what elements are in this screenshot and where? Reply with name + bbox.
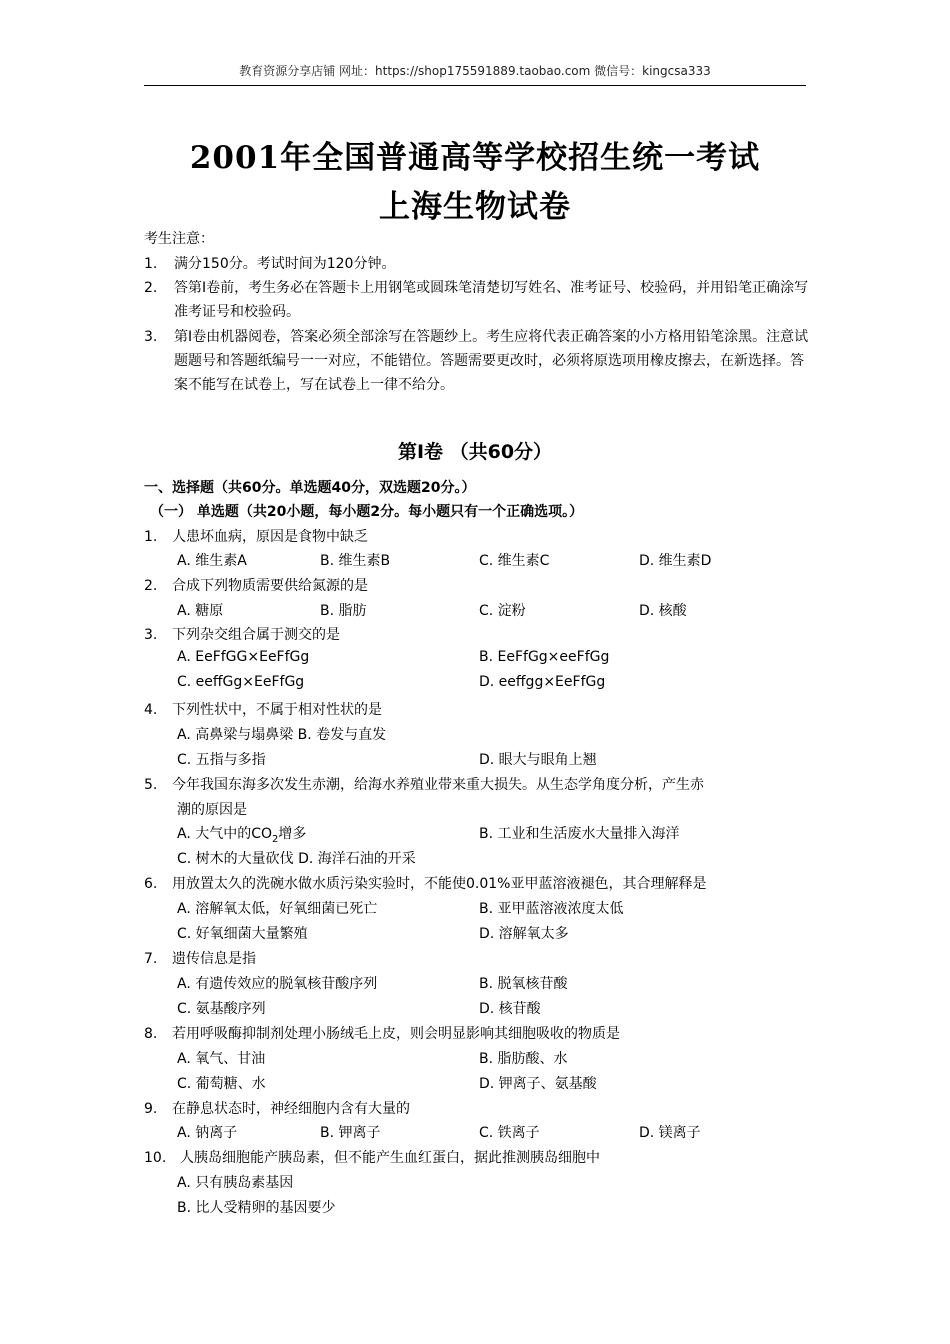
option-row — [0, 600, 950, 624]
option-d: D. 核酸 — [639, 603, 687, 619]
header-divider — [144, 85, 806, 86]
option-row — [0, 898, 950, 922]
part-heading: 一、选择题（共60分。单选题40分，双选题20分。） — [144, 480, 476, 496]
option-row — [0, 973, 950, 997]
page-header: 教育资源分享店铺 网址：https://shop175591889.taobao.com 微信号：kingcsa333 — [239, 64, 711, 78]
option-d: D. 维生素D — [639, 553, 712, 569]
option-c: C. 铁离子 — [479, 1125, 540, 1141]
option-row — [0, 998, 950, 1022]
notice-item-number: 3. — [144, 329, 158, 345]
option-row — [0, 724, 950, 748]
option-d: D. 钾离子、氨基酸 — [479, 1076, 597, 1092]
question — [144, 575, 368, 595]
option-row — [0, 1172, 950, 1196]
subscript: 2 — [272, 833, 279, 845]
question — [144, 948, 256, 968]
option-c: C. eeffGg×EeFfGg — [177, 674, 305, 690]
question-number: 3. — [144, 627, 158, 643]
section-title: 第Ⅰ卷 （共60分） — [397, 441, 553, 463]
option-c: C. 好氧细菌大量繁殖 — [177, 926, 308, 942]
question — [144, 526, 368, 546]
option-b: B. 工业和生活废水大量排入海洋 — [479, 826, 680, 842]
option-a-text: A. 大气中的CO — [177, 826, 273, 842]
question-number: 5. — [144, 777, 158, 793]
option-a: A. 氧气、甘油 — [177, 1051, 266, 1067]
question-stem: 合成下列物质需要供给氮源的是 — [172, 578, 368, 594]
notice-item-number: 1. — [144, 256, 158, 272]
option-row — [0, 674, 950, 698]
option-b: B. 亚甲蓝溶液浓度太低 — [479, 901, 624, 917]
question-stem-continued: 潮的原因是 — [177, 802, 247, 818]
question — [144, 699, 382, 719]
option-a-tail: 增多 — [278, 826, 307, 842]
notice-item — [144, 325, 809, 397]
question-stem: 今年我国东海多次发生赤潮，给海水养殖业带来重大损失。从生态学角度分析，产生赤 — [172, 777, 704, 793]
option-b: B. 比人受精卵的基因要少 — [177, 1200, 336, 1216]
question-number: 6. — [144, 876, 158, 892]
question — [144, 1023, 620, 1043]
option-row — [0, 823, 950, 847]
notice-item-text: 第Ⅰ卷由机器阅卷，答案必须全部涂写在答题纱上。考生应将代表正确答案的小方格用铅笔涂黑。注意试题题号和答题纸编号一一对应，不能错位。答题需要更改时，必须将原选项用橡皮擦去，在新选择。答案不能写在试卷上，写在试卷上一律不给分。 — [174, 329, 809, 393]
question-number: 4. — [144, 702, 158, 718]
option-row — [0, 550, 950, 574]
option-a — [177, 823, 306, 845]
question — [144, 774, 704, 794]
option-c: C. 五指与多指 — [177, 752, 266, 768]
option-c-d: C. 树木的大量砍伐 D. 海洋石油的开采 — [177, 851, 416, 867]
question-stem: 用放置太久的洗碗水做水质污染实验时，不能使0.01%亚甲蓝溶液褪色，其合理解释是 — [172, 876, 707, 892]
option-a: A. 钠离子 — [177, 1125, 238, 1141]
question — [144, 1098, 410, 1118]
option-c: C. 维生素C — [479, 553, 550, 569]
option-row — [0, 848, 950, 872]
option-b: B. EeFfGg×eeFfGg — [479, 649, 610, 665]
subpart-heading: （一） 单选题（共20小题，每小题2分。每小题只有一个正确选项。） — [150, 504, 584, 520]
question-stem: 人胰岛细胞能产胰岛素，但不能产生血红蛋白，据此推测胰岛细胞中 — [180, 1150, 600, 1166]
question-number: 10. — [144, 1150, 167, 1166]
option-d: D. 溶解氧太多 — [479, 926, 569, 942]
question-number: 7. — [144, 951, 158, 967]
option-b: B. 钾离子 — [320, 1125, 381, 1141]
notice-item-text: 满分150分。考试时间为120分钟。 — [174, 256, 396, 272]
question-number: 2. — [144, 578, 158, 594]
option-a-b: A. 高鼻梁与塌鼻梁 B. 卷发与直发 — [177, 727, 387, 743]
question-stem: 下列杂交组合属于测交的是 — [172, 627, 340, 643]
question-number: 9. — [144, 1101, 158, 1117]
question — [144, 1147, 600, 1167]
option-row — [0, 1122, 950, 1146]
option-a: A. 糖原 — [177, 603, 224, 619]
question-stem: 在静息状态时，神经细胞内含有大量的 — [172, 1101, 410, 1117]
notice-item — [144, 252, 809, 276]
option-b: B. 维生素B — [320, 553, 391, 569]
option-d: D. 镁离子 — [639, 1125, 701, 1141]
option-a: A. 有遗传效应的脱氧核苷酸序列 — [177, 976, 378, 992]
option-row — [0, 1048, 950, 1072]
option-row — [0, 749, 950, 773]
question-stem: 下列性状中，不属于相对性状的是 — [172, 702, 382, 718]
option-a: A. 维生素A — [177, 553, 247, 569]
option-row — [0, 1073, 950, 1097]
question — [144, 873, 706, 893]
option-a: A. 只有胰岛素基因 — [177, 1175, 294, 1191]
exam-title: 2001年全国普通高等学校招生统一考试 — [189, 140, 761, 176]
exam-subtitle: 上海生物试卷 — [379, 189, 571, 225]
option-a: A. 溶解氧太低，好氧细菌已死亡 — [177, 901, 378, 917]
option-row — [0, 649, 950, 673]
notice-item — [144, 276, 809, 324]
notice-heading: 考生注意： — [144, 231, 214, 247]
option-d: D. eeffgg×EeFfGg — [479, 674, 606, 690]
notice-item-number: 2. — [144, 280, 158, 296]
option-a: A. EeFfGG×EeFfGg — [177, 649, 310, 665]
question-number: 8. — [144, 1026, 158, 1042]
question — [144, 624, 340, 644]
option-b: B. 脂肪 — [320, 603, 367, 619]
option-d: D. 眼大与眼角上翘 — [479, 752, 597, 768]
option-c: C. 淀粉 — [479, 603, 526, 619]
notice-item-text: 答第Ⅰ卷前，考生务必在答题卡上用钢笔或圆珠笔清楚切写姓名、准考证号、校验码，并用铅笔正确涂写准考证号和校验码。 — [174, 280, 809, 320]
option-b: B. 脂肪酸、水 — [479, 1051, 568, 1067]
option-c: C. 氨基酸序列 — [177, 1001, 266, 1017]
option-d: D. 核苷酸 — [479, 1001, 541, 1017]
option-row — [0, 923, 950, 947]
question-number: 1. — [144, 529, 158, 545]
option-b: B. 脱氧核苷酸 — [479, 976, 568, 992]
option-row — [0, 1197, 950, 1221]
question-stem: 人患坏血病，原因是食物中缺乏 — [172, 529, 368, 545]
question-stem: 若用呼吸酶抑制剂处理小肠绒毛上皮，则会明显影响其细胞吸收的物质是 — [172, 1026, 620, 1042]
option-c: C. 葡萄糖、水 — [177, 1076, 266, 1092]
question-stem: 遗传信息是指 — [172, 951, 256, 967]
